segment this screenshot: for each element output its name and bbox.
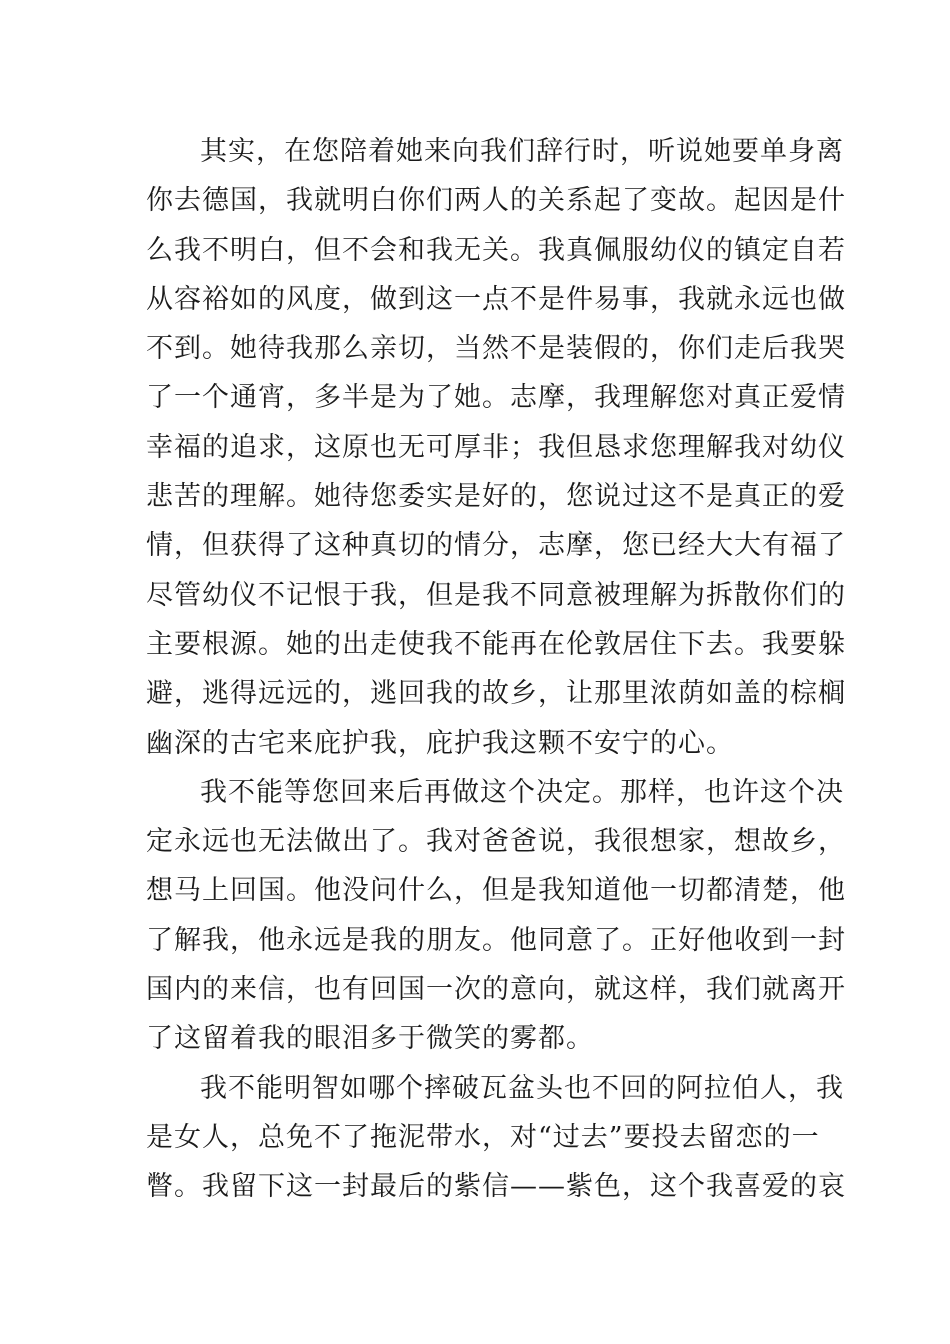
text-line: 幸福的追求，这原也无可厚非；我但恳求您理解我对幼仪 — [146, 431, 846, 463]
text-line: 定永远也无法做出了。我对爸爸说，我很想家，想故乡， — [146, 826, 846, 858]
text-line: 国内的来信，也有回国一次的意向，就这样，我们就离开 — [146, 974, 846, 1006]
text-line: 尽管幼仪不记恨于我，但是我不同意被理解为拆散你们的 — [146, 579, 846, 611]
text-line: 么我不明白，但不会和我无关。我真佩服幼仪的镇定自若 — [146, 234, 846, 266]
text-line: 了一个通宵，多半是为了她。志摩，我理解您对真正爱情 — [146, 382, 846, 414]
text-line: 瞥。我留下这一封最后的紫信——紫色，这个我喜爱的哀 — [146, 1171, 846, 1203]
text-line: 了这留着我的眼泪多于微笑的雾都。 — [146, 1023, 594, 1055]
text-line: 你去德国，我就明白你们两人的关系起了变故。起因是什 — [146, 185, 846, 217]
text-line: 避，逃得远远的，逃回我的故乡，让那里浓荫如盖的棕榈 — [146, 678, 846, 710]
text-line: 主要根源。她的出走使我不能再在伦敦居住下去。我要躲 — [146, 628, 846, 660]
letter-body — [146, 127, 846, 1212]
text-line: 幽深的古宅来庇护我，庇护我这颗不安宁的心。 — [146, 727, 734, 759]
text-line: 情，但获得了这种真切的情分，志摩，您已经大大有福了 — [146, 530, 846, 562]
text-line: 是女人，总免不了拖泥带水，对“过去”要投去留恋的一 — [146, 1121, 820, 1153]
text-line: 我不能明智如哪个摔破瓦盆头也不回的阿拉伯人，我 — [200, 1072, 844, 1104]
text-line: 我不能等您回来后再做这个决定。那样，也许这个决 — [200, 776, 844, 808]
text-line: 了解我，他永远是我的朋友。他同意了。正好他收到一封 — [146, 924, 846, 956]
text-line: 不到。她待我那么亲切，当然不是装假的，你们走后我哭 — [146, 333, 846, 365]
text-line: 想马上回国。他没问什么，但是我知道他一切都清楚，他 — [146, 875, 846, 907]
text-line: 悲苦的理解。她待您委实是好的，您说过这不是真正的爱 — [146, 481, 846, 513]
text-line: 其实，在您陪着她来向我们辞行时，听说她要单身离 — [200, 136, 844, 167]
text-line: 从容裕如的风度，做到这一点不是件易事，我就永远也做 — [146, 283, 846, 315]
